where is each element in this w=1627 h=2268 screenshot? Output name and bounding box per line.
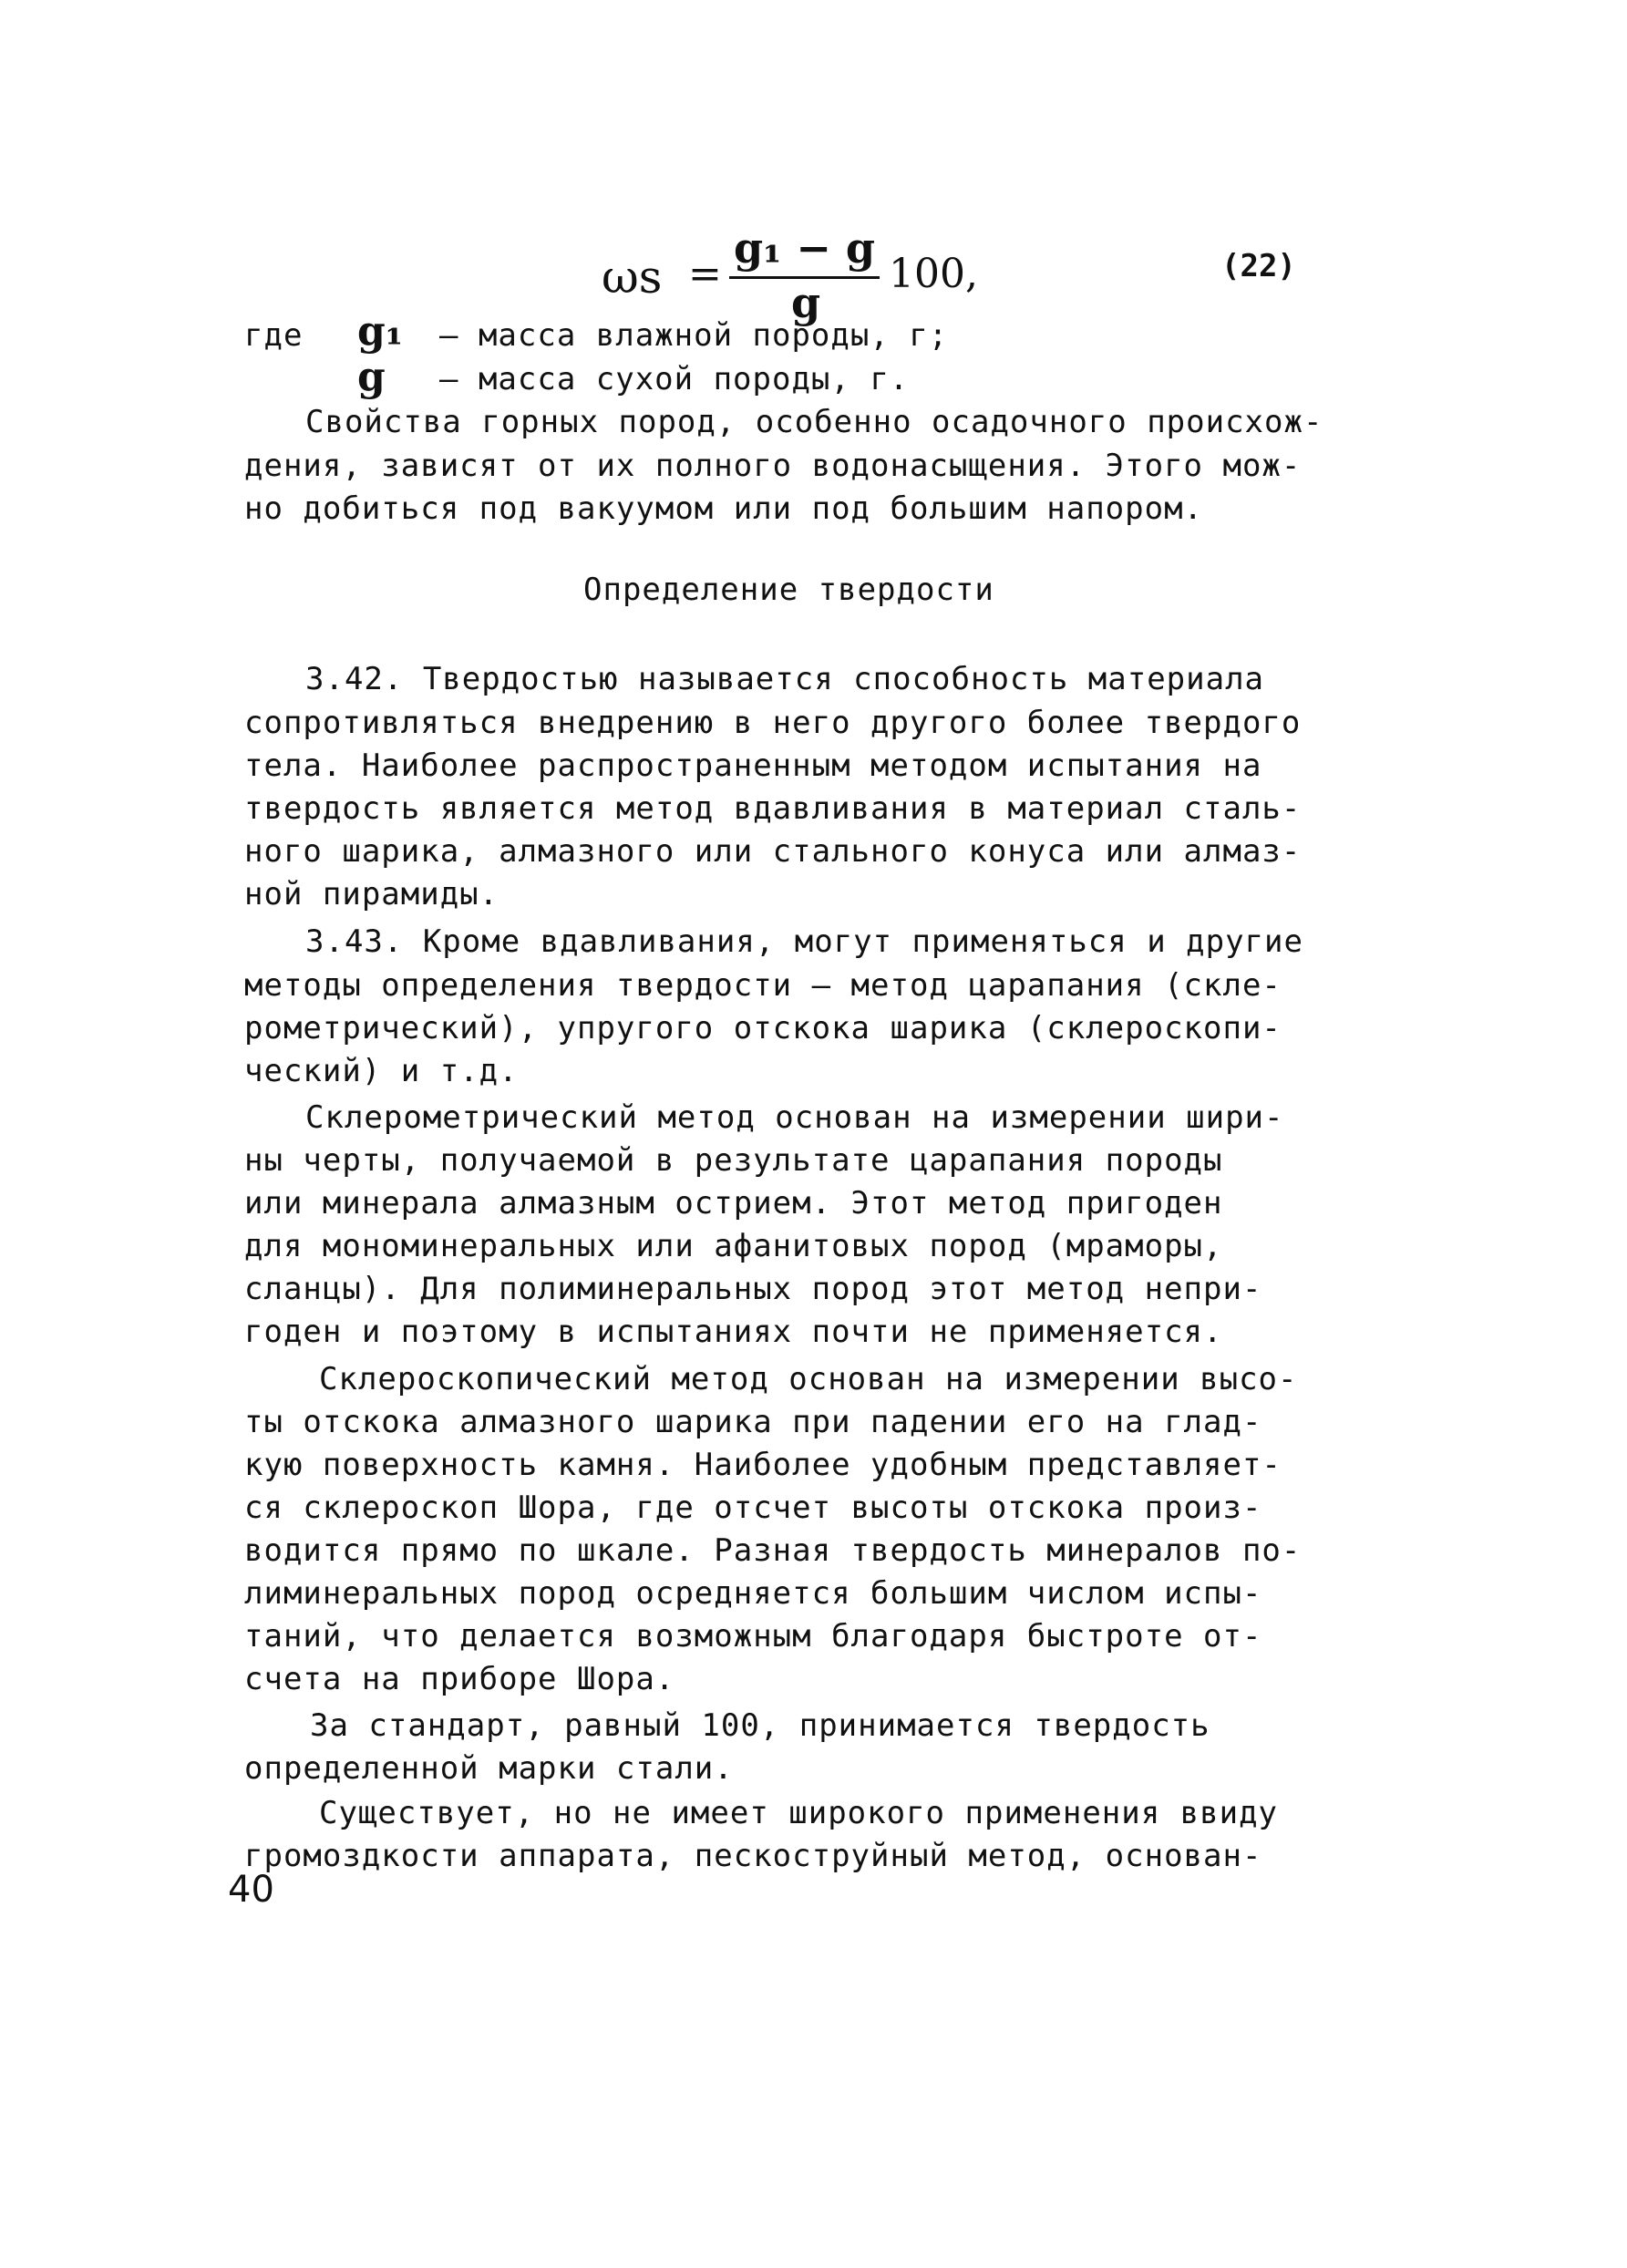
para7-line: Существует, но не имеет широкого применения ввиду	[319, 1795, 1279, 1831]
para6-line: определенной марки стали.	[244, 1750, 734, 1787]
formula-equals: =	[688, 251, 722, 297]
para2-line: сопротивляться внедрению в него другого более твердого	[244, 705, 1302, 741]
equation-number: (22)	[1221, 248, 1296, 284]
para4-line: сланцы). Для полиминеральных пород этот метод непри-	[244, 1271, 1262, 1307]
section-heading: Определение твердости	[583, 572, 994, 608]
para5-line: водится прямо по шкале. Разная твердость минералов по-	[244, 1532, 1302, 1569]
para5-line: Склероскопический метод основан на измерении высо-	[319, 1361, 1298, 1397]
formula-numerator: g₁ − g	[734, 223, 876, 273]
para3-line: ческий) и т.д.	[244, 1053, 519, 1089]
para6-line: За стандарт, равный 100, принимается твердость	[310, 1707, 1210, 1744]
page-number: 40	[228, 1869, 274, 1911]
where-sym1: g₁	[357, 308, 404, 355]
para3-line: рометрический), упругого отскока шарика (склероскопи-	[244, 1010, 1282, 1046]
formula-lhs: ωs	[602, 251, 663, 304]
where-def2: – масса сухой породы, г.	[439, 361, 910, 397]
where-word: где	[244, 317, 304, 354]
para3-line: методы определения твердости – метод царапания (скле-	[244, 967, 1282, 1004]
para5-line: таний, что делается возможным благодаря быстроте от-	[244, 1618, 1262, 1655]
para1-line: дения, зависят от их полного водонасыщения. Этого мож-	[244, 448, 1302, 484]
where-sym2: g	[357, 354, 386, 400]
para2-line: 3.42. Твердостью называется способность материала	[305, 661, 1265, 697]
para5-line: ты отскока алмазного шарика при падении его на глад-	[244, 1404, 1262, 1440]
para1-line: но добиться под вакуумом или под большим напором.	[244, 490, 1204, 527]
formula-denominator: g	[791, 278, 821, 327]
para5-line: кую поверхность камня. Наиболее удобным представляет-	[244, 1447, 1282, 1483]
formula-multiplier: 100,	[889, 251, 978, 297]
para4-line: ны черты, получаемой в результате царапания породы	[244, 1142, 1223, 1179]
para4-line: Склерометрический метод основан на измерении шири-	[305, 1099, 1284, 1136]
para2-line: твердость является метод вдавливания в материал сталь-	[244, 790, 1302, 827]
para7-line: громоздкости аппарата, пескоструйный метод, основан-	[244, 1838, 1262, 1874]
para2-line: ного шарика, алмазного или стального конуса или алмаз-	[244, 833, 1302, 870]
para4-line: годен и поэтому в испытаниях почти не применяется.	[244, 1314, 1223, 1350]
para5-line: счета на приборе Шора.	[244, 1661, 675, 1697]
para2-line: тела. Наиболее распространенным методом испытания на	[244, 747, 1262, 784]
para3-line: 3.43. Кроме вдавливания, могут применяться и другие	[305, 923, 1303, 960]
para1-line: Свойства горных пород, особенно осадочного происхож-	[305, 404, 1323, 440]
para5-line: лиминеральных пород осредняется большим числом испы-	[244, 1575, 1262, 1612]
para4-line: для мономинеральных или афанитовых пород (мраморы,	[244, 1228, 1223, 1264]
para4-line: или минерала алмазным острием. Этот метод пригоден	[244, 1185, 1223, 1222]
para5-line: ся склероскоп Шора, где отсчет высоты отскока произ-	[244, 1490, 1262, 1526]
where-def1: – масса влажной породы, г;	[439, 317, 949, 354]
para2-line: ной пирамиды.	[244, 876, 499, 912]
